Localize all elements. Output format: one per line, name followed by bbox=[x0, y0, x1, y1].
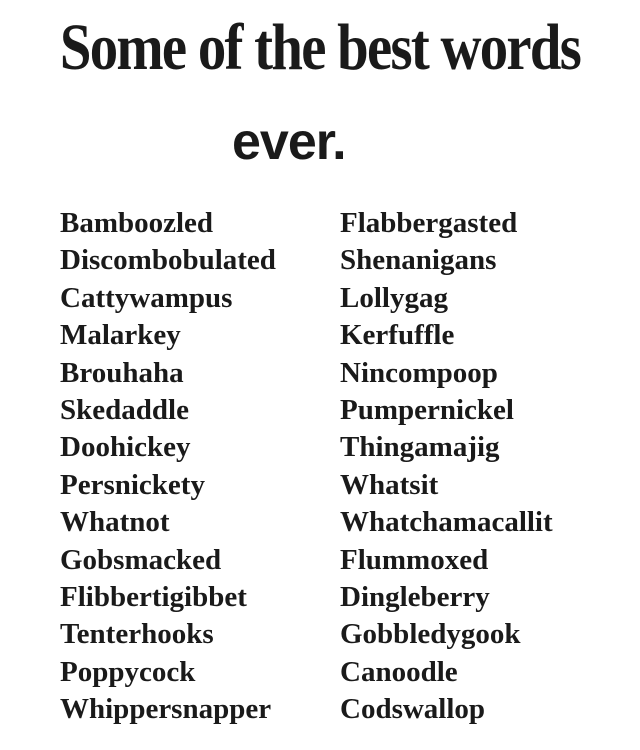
word-item: Doohickey bbox=[60, 431, 191, 464]
word-item: Gobsmacked bbox=[60, 543, 222, 576]
page-subtitle: ever. bbox=[232, 113, 346, 171]
word-item: Flummoxed bbox=[340, 543, 489, 576]
word-list-right bbox=[340, 205, 553, 729]
word-item: Cattywampus bbox=[60, 281, 233, 314]
word-item: Whippersnapper bbox=[60, 693, 272, 726]
word-item: Dingleberry bbox=[340, 581, 490, 614]
word-item: Codswallop bbox=[340, 693, 486, 726]
word-item: Tenterhooks bbox=[60, 618, 214, 651]
word-list-left bbox=[60, 205, 276, 729]
word-item: Canoodle bbox=[340, 655, 458, 688]
word-item: Shenanigans bbox=[340, 244, 497, 277]
page-title: Some of the best words bbox=[59, 11, 581, 84]
word-item: Flibbertigibbet bbox=[60, 581, 247, 614]
word-item: Flabbergasted bbox=[340, 207, 518, 239]
word-item: Bamboozled bbox=[60, 207, 214, 239]
word-item: Pumpernickel bbox=[340, 394, 514, 427]
word-item: Poppycock bbox=[60, 655, 196, 688]
word-item: Thingamajig bbox=[340, 431, 500, 464]
word-item: Whatchamacallit bbox=[340, 506, 553, 539]
word-item: Discombobulated bbox=[60, 244, 276, 277]
word-item: Gobbledygook bbox=[340, 618, 521, 651]
word-item: Whatnot bbox=[60, 506, 170, 539]
word-item: Lollygag bbox=[340, 281, 448, 314]
word-item: Persnickety bbox=[60, 468, 205, 501]
word-item: Kerfuffle bbox=[340, 319, 455, 352]
word-item: Whatsit bbox=[340, 468, 439, 501]
word-item: Malarkey bbox=[60, 319, 181, 352]
word-item: Skedaddle bbox=[60, 394, 189, 427]
word-item: Brouhaha bbox=[60, 356, 184, 389]
word-item: Nincompoop bbox=[340, 356, 498, 389]
